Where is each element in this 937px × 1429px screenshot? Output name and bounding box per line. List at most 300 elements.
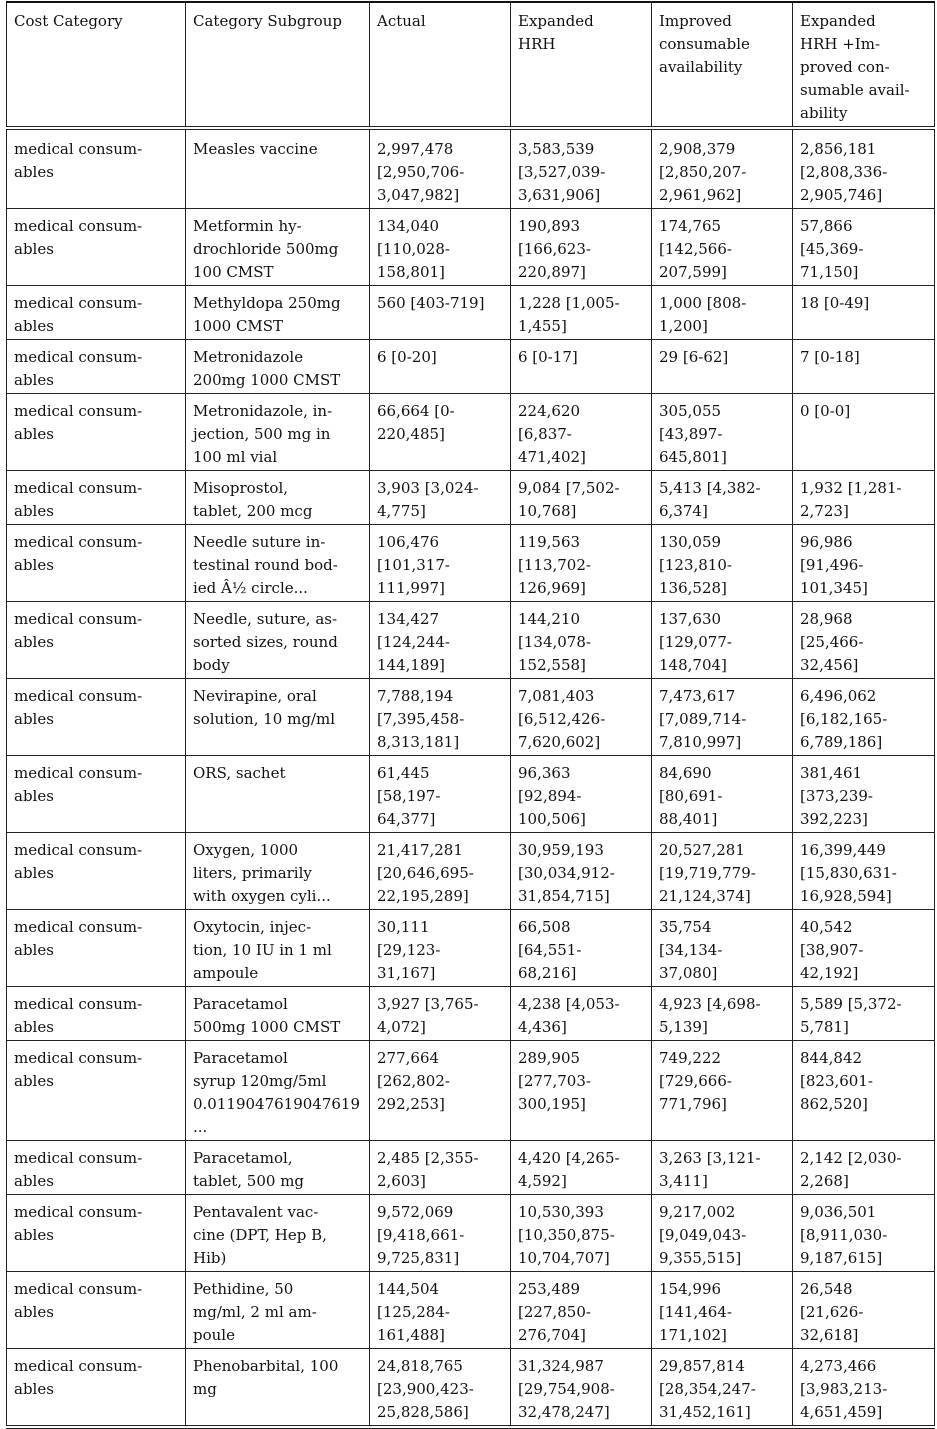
cell-line: [20,646,695-	[377, 864, 474, 882]
cell-actual	[370, 128, 511, 209]
cell-line: [10,350,875-	[518, 1226, 615, 1244]
cell-line: Phenobarbital, 100	[193, 1357, 339, 1375]
cell-line: 5,413 [4,382-	[659, 479, 761, 497]
cell-improved-consumable-availability	[652, 602, 793, 679]
cell-line: body	[193, 656, 230, 674]
table-row	[7, 987, 935, 1041]
cell-actual	[370, 471, 511, 525]
cell-line: Methyldopa 250mg	[193, 294, 341, 312]
cell-actual	[370, 1141, 511, 1195]
cell-line: 381,461	[800, 764, 863, 782]
cell-line: 32,456]	[800, 656, 859, 674]
cell-improved-consumable-availability	[652, 1041, 793, 1141]
cell-line: medical consum-	[14, 1357, 143, 1375]
cell-expanded-hrh-improved-consumable-availability	[793, 756, 935, 833]
table-row	[7, 1141, 935, 1195]
cell-line: 2,908,379	[659, 140, 736, 158]
table-row	[7, 1195, 935, 1272]
cell-line: Misoprostol,	[193, 479, 289, 497]
cell-line: HRH +Im-	[800, 35, 881, 53]
cell-line: Oxytocin, injec-	[193, 918, 312, 936]
cell-actual	[370, 1349, 511, 1428]
column-header-actual	[370, 2, 511, 128]
cell-actual	[370, 602, 511, 679]
cell-category-subgroup	[186, 987, 370, 1041]
cell-line: 25,828,586]	[377, 1403, 469, 1421]
cell-line: ables	[14, 1172, 54, 1190]
cell-line: ables	[14, 556, 54, 574]
cell-line: 148,704]	[659, 656, 727, 674]
cell-line: Oxygen, 1000	[193, 841, 299, 859]
cell-category-subgroup	[186, 209, 370, 286]
cell-improved-consumable-availability	[652, 833, 793, 910]
cell-line: medical consum-	[14, 402, 143, 420]
cell-line: tion, 10 IU in 1 ml	[193, 941, 332, 959]
cell-line: 2,856,181	[800, 140, 877, 158]
table-row	[7, 1041, 935, 1141]
cell-improved-consumable-availability	[652, 394, 793, 471]
cell-line: 5,781]	[800, 1018, 849, 1036]
cell-actual	[370, 394, 511, 471]
cell-line: 2,961,962]	[659, 186, 742, 204]
cell-expanded-hrh-improved-consumable-availability	[793, 1349, 935, 1428]
cell-line: 68,216]	[518, 964, 577, 982]
cell-line: 5,139]	[659, 1018, 708, 1036]
cell-line: 1,455]	[518, 317, 567, 335]
table-row	[7, 910, 935, 987]
cell-category-subgroup	[186, 286, 370, 340]
cell-expanded-hrh-improved-consumable-availability	[793, 209, 935, 286]
cell-line: [110,028-	[377, 240, 450, 258]
cell-line: 10,530,393	[518, 1203, 604, 1221]
cell-improved-consumable-availability	[652, 910, 793, 987]
cell-improved-consumable-availability	[652, 1272, 793, 1349]
cell-line: ables	[14, 502, 54, 520]
cell-line: [15,830,631-	[800, 864, 897, 882]
cell-line: jection, 500 mg in	[193, 425, 331, 443]
cell-line: ables	[14, 787, 54, 805]
cell-line: 66,508	[518, 918, 571, 936]
cell-line: 32,618]	[800, 1326, 859, 1344]
cell-line: mg/ml, 2 ml am-	[193, 1303, 317, 1321]
cell-line: [80,691-	[659, 787, 723, 805]
cell-expanded-hrh	[511, 1141, 652, 1195]
cell-line: 66,664 [0-	[377, 402, 455, 420]
cell-line: 10,768]	[518, 502, 577, 520]
cell-line: Hib)	[193, 1249, 227, 1267]
cell-cost-category	[7, 833, 186, 910]
cell-expanded-hrh	[511, 756, 652, 833]
cell-line: 64,377]	[377, 810, 436, 828]
cell-actual	[370, 1195, 511, 1272]
cell-line: [7,395,458-	[377, 710, 465, 728]
column-header-cost-category	[7, 2, 186, 128]
cell-line: 1000 CMST	[193, 317, 284, 335]
cell-line: 20,527,281	[659, 841, 745, 859]
cell-line: [262,802-	[377, 1072, 450, 1090]
cell-line: [45,369-	[800, 240, 864, 258]
cell-improved-consumable-availability	[652, 471, 793, 525]
cell-line: 2,997,478	[377, 140, 454, 158]
cell-line: 0 [0-0]	[800, 402, 851, 420]
cell-line: 4,420 [4,265-	[518, 1149, 620, 1167]
cell-cost-category	[7, 756, 186, 833]
table-row	[7, 756, 935, 833]
cell-cost-category	[7, 1141, 186, 1195]
cell-improved-consumable-availability	[652, 756, 793, 833]
cell-line: mg	[193, 1380, 217, 1398]
cell-line: 84,690	[659, 764, 712, 782]
cell-line: Cost Category	[14, 12, 123, 30]
cell-line: [91,496-	[800, 556, 864, 574]
cell-line: 3,903 [3,024-	[377, 479, 479, 497]
cell-line: ables	[14, 864, 54, 882]
cell-category-subgroup	[186, 394, 370, 471]
cell-line: [3,983,213-	[800, 1380, 888, 1398]
cell-line: solution, 10 mg/ml	[193, 710, 335, 728]
cell-line: 35,754	[659, 918, 712, 936]
cell-line: 292,253]	[377, 1095, 445, 1113]
column-header-expanded-hrh-improved-consumable-availability	[793, 2, 935, 128]
cell-line: 144,504	[377, 1280, 440, 1298]
cell-line: Improved	[659, 12, 732, 30]
cell-line: [7,089,714-	[659, 710, 747, 728]
table-row	[7, 340, 935, 394]
cell-actual	[370, 340, 511, 394]
cell-line: 1,000 [808-	[659, 294, 747, 312]
cell-line: Category Subgroup	[193, 12, 342, 30]
cell-line: 9,036,501	[800, 1203, 877, 1221]
cell-line: 57,866	[800, 217, 853, 235]
cell-line: 1,228 [1,005-	[518, 294, 620, 312]
cell-expanded-hrh	[511, 209, 652, 286]
cell-line: 5,589 [5,372-	[800, 995, 902, 1013]
cell-line: [3,527,039-	[518, 163, 606, 181]
cell-line: testinal round bod-	[193, 556, 338, 574]
cell-line: 30,959,193	[518, 841, 604, 859]
cell-line: 276,704]	[518, 1326, 586, 1344]
cell-improved-consumable-availability	[652, 340, 793, 394]
cell-actual	[370, 987, 511, 1041]
cell-line: 500mg 1000 CMST	[193, 1018, 341, 1036]
cell-line: 289,905	[518, 1049, 581, 1067]
cell-line: 154,996	[659, 1280, 722, 1298]
cell-line: 1,200]	[659, 317, 708, 335]
cell-cost-category	[7, 602, 186, 679]
cell-line: 144,210	[518, 610, 581, 628]
column-header-category-subgroup	[186, 2, 370, 128]
cell-cost-category	[7, 394, 186, 471]
cell-line: 3,583,539	[518, 140, 595, 158]
cell-line: ables	[14, 163, 54, 181]
cell-line: 4,238 [4,053-	[518, 995, 620, 1013]
cell-line: 100,506]	[518, 810, 586, 828]
cell-line: medical consum-	[14, 479, 143, 497]
cell-line: 134,040	[377, 217, 440, 235]
cell-line: with oxygen cyli...	[193, 887, 331, 905]
cell-cost-category	[7, 1272, 186, 1349]
cell-line: 3,047,982]	[377, 186, 460, 204]
cell-line: ables	[14, 710, 54, 728]
cell-line: 862,520]	[800, 1095, 868, 1113]
cell-line: 2,905,746]	[800, 186, 883, 204]
cell-line: cine (DPT, Hep B,	[193, 1226, 327, 1244]
cell-line: 96,363	[518, 764, 571, 782]
cell-line: 88,401]	[659, 810, 718, 828]
cell-line: 26,548	[800, 1280, 853, 1298]
cell-line: medical consum-	[14, 995, 143, 1013]
table-row	[7, 1272, 935, 1349]
cell-line: 3,263 [3,121-	[659, 1149, 761, 1167]
cell-line: consumable	[659, 35, 750, 53]
cell-expanded-hrh	[511, 833, 652, 910]
cell-line: 24,818,765	[377, 1357, 463, 1375]
cell-category-subgroup	[186, 1141, 370, 1195]
cell-line: [92,894-	[518, 787, 582, 805]
cell-line: 16,399,449	[800, 841, 886, 859]
cell-line: [227,850-	[518, 1303, 591, 1321]
cell-line: Needle suture in-	[193, 533, 326, 551]
cell-line: 2,723]	[800, 502, 849, 520]
cell-line: tablet, 200 mcg	[193, 502, 313, 520]
cell-line: [2,850,207-	[659, 163, 747, 181]
cell-line: availability	[659, 58, 743, 76]
cell-line: Actual	[377, 12, 426, 30]
cell-line: 1,932 [1,281-	[800, 479, 902, 497]
cell-line: 220,485]	[377, 425, 445, 443]
cell-line: medical consum-	[14, 918, 143, 936]
cell-line: [8,911,030-	[800, 1226, 888, 1244]
cell-line: 207,599]	[659, 263, 727, 281]
cell-line: 0.0119047619047619	[193, 1095, 361, 1113]
cell-line: 9,187,615]	[800, 1249, 883, 1267]
cell-line: medical consum-	[14, 294, 143, 312]
cell-expanded-hrh	[511, 525, 652, 602]
cell-expanded-hrh-improved-consumable-availability	[793, 910, 935, 987]
cell-line: Measles vaccine	[193, 140, 318, 158]
cell-actual	[370, 286, 511, 340]
cell-category-subgroup	[186, 679, 370, 756]
cell-expanded-hrh-improved-consumable-availability	[793, 1141, 935, 1195]
cell-expanded-hrh-improved-consumable-availability	[793, 128, 935, 209]
table-header	[7, 2, 935, 128]
cell-line: 28,968	[800, 610, 853, 628]
cell-line: 10,704,707]	[518, 1249, 610, 1267]
table-body	[7, 128, 935, 1427]
cell-line: [101,317-	[377, 556, 450, 574]
cell-line: 61,445	[377, 764, 430, 782]
cell-expanded-hrh-improved-consumable-availability	[793, 471, 935, 525]
cell-line: 101,345]	[800, 579, 868, 597]
cell-actual	[370, 756, 511, 833]
cell-line: 9,217,002	[659, 1203, 736, 1221]
cell-line: medical consum-	[14, 217, 143, 235]
cell-expanded-hrh-improved-consumable-availability	[793, 394, 935, 471]
table-row	[7, 209, 935, 286]
cell-actual	[370, 525, 511, 602]
cell-line: 152,558]	[518, 656, 586, 674]
cell-expanded-hrh	[511, 602, 652, 679]
cell-line: [29,754,908-	[518, 1380, 615, 1398]
cell-line: 300,195]	[518, 1095, 586, 1113]
cell-line: 111,997]	[377, 579, 445, 597]
cell-line: 30,111	[377, 918, 430, 936]
cell-line: Metronidazole, in-	[193, 402, 333, 420]
cell-line: 4,436]	[518, 1018, 567, 1036]
cell-line: 71,150]	[800, 263, 859, 281]
cell-line: ables	[14, 1018, 54, 1036]
cell-category-subgroup	[186, 1041, 370, 1141]
cell-line: sorted sizes, round	[193, 633, 338, 651]
cell-line: 31,854,715]	[518, 887, 610, 905]
cell-category-subgroup	[186, 1349, 370, 1428]
cell-line: Needle, suture, as-	[193, 610, 338, 628]
cell-improved-consumable-availability	[652, 209, 793, 286]
cell-line: 645,801]	[659, 448, 727, 466]
cell-line: 2,485 [2,355-	[377, 1149, 479, 1167]
cost-table	[6, 1, 935, 1429]
cell-expanded-hrh-improved-consumable-availability	[793, 1195, 935, 1272]
cell-line: 171,102]	[659, 1326, 727, 1344]
cell-line: 158,801]	[377, 263, 445, 281]
cell-line: 4,072]	[377, 1018, 426, 1036]
cell-category-subgroup	[186, 1272, 370, 1349]
cell-line: 7,788,194	[377, 687, 454, 705]
cell-line: 106,476	[377, 533, 440, 551]
cell-line: [166,623-	[518, 240, 591, 258]
cell-line: [28,354,247-	[659, 1380, 756, 1398]
cell-line: 31,167]	[377, 964, 436, 982]
cell-line: 29,857,814	[659, 1357, 745, 1375]
cell-line: 305,055	[659, 402, 722, 420]
cell-improved-consumable-availability	[652, 286, 793, 340]
cell-line: 161,488]	[377, 1326, 445, 1344]
cell-line: [2,950,706-	[377, 163, 465, 181]
cell-line: 144,189]	[377, 656, 445, 674]
cell-line: 224,620	[518, 402, 581, 420]
cell-line: 844,842	[800, 1049, 863, 1067]
cell-expanded-hrh-improved-consumable-availability	[793, 679, 935, 756]
cell-line: ables	[14, 425, 54, 443]
table-row	[7, 525, 935, 602]
cell-line: 3,411]	[659, 1172, 708, 1190]
cell-cost-category	[7, 1349, 186, 1428]
cell-line: 7,081,403	[518, 687, 595, 705]
table-row	[7, 286, 935, 340]
cell-expanded-hrh-improved-consumable-availability	[793, 1041, 935, 1141]
cell-line: [6,512,426-	[518, 710, 606, 728]
cell-line: medical consum-	[14, 348, 143, 366]
cell-line: 21,124,374]	[659, 887, 751, 905]
cell-expanded-hrh-improved-consumable-availability	[793, 525, 935, 602]
cell-category-subgroup	[186, 833, 370, 910]
cell-line: medical consum-	[14, 1203, 143, 1221]
cell-line: ables	[14, 240, 54, 258]
table-row	[7, 128, 935, 209]
cell-cost-category	[7, 471, 186, 525]
cell-expanded-hrh-improved-consumable-availability	[793, 1272, 935, 1349]
cell-line: 277,664	[377, 1049, 440, 1067]
cell-actual	[370, 910, 511, 987]
cell-line: ied Â½ circle...	[193, 579, 308, 597]
cell-line: 220,897]	[518, 263, 586, 281]
cell-actual	[370, 833, 511, 910]
cell-expanded-hrh	[511, 286, 652, 340]
cell-line: 2,268]	[800, 1172, 849, 1190]
cell-line: 9,725,831]	[377, 1249, 460, 1267]
cell-line: proved con-	[800, 58, 890, 76]
cell-line: Nevirapine, oral	[193, 687, 317, 705]
cell-line: 100 CMST	[193, 263, 274, 281]
cell-line: 7,620,602]	[518, 733, 601, 751]
cell-expanded-hrh	[511, 1195, 652, 1272]
cell-line: Paracetamol	[193, 1049, 288, 1067]
table-row	[7, 833, 935, 910]
cell-line: 100 ml vial	[193, 448, 278, 466]
cell-line: 3,927 [3,765-	[377, 995, 479, 1013]
cell-line: 2,142 [2,030-	[800, 1149, 902, 1167]
cell-line: medical consum-	[14, 841, 143, 859]
cell-line: medical consum-	[14, 764, 143, 782]
cell-line: 7,810,997]	[659, 733, 742, 751]
column-header-expanded-hrh	[511, 2, 652, 128]
cell-line: 37,080]	[659, 964, 718, 982]
cell-expanded-hrh	[511, 1272, 652, 1349]
cell-category-subgroup	[186, 910, 370, 987]
cell-line: 190,893	[518, 217, 581, 235]
cell-line: [134,078-	[518, 633, 591, 651]
cell-expanded-hrh	[511, 1349, 652, 1428]
cell-improved-consumable-availability	[652, 128, 793, 209]
cell-line: 6,789,186]	[800, 733, 883, 751]
cell-line: [113,702-	[518, 556, 591, 574]
cell-line: [142,566-	[659, 240, 732, 258]
cell-category-subgroup	[186, 1195, 370, 1272]
cell-line: 6 [0-17]	[518, 348, 578, 366]
cell-line: ORS, sachet	[193, 764, 286, 782]
cell-improved-consumable-availability	[652, 1141, 793, 1195]
cell-line: 4,592]	[518, 1172, 567, 1190]
cell-line: medical consum-	[14, 533, 143, 551]
cell-expanded-hrh-improved-consumable-availability	[793, 602, 935, 679]
header-row	[7, 2, 935, 128]
cell-line: 7,473,617	[659, 687, 736, 705]
cell-cost-category	[7, 340, 186, 394]
cell-line: 6,374]	[659, 502, 708, 520]
cell-line: 4,651,459]	[800, 1403, 883, 1421]
cell-line: 119,563	[518, 533, 581, 551]
cell-line: 200mg 1000 CMST	[193, 371, 341, 389]
cell-line: 2,603]	[377, 1172, 426, 1190]
cell-line: ability	[800, 104, 848, 122]
cell-line: 9,572,069	[377, 1203, 454, 1221]
cell-line: 4,273,466	[800, 1357, 877, 1375]
cell-line: 136,528]	[659, 579, 727, 597]
cell-line: 96,986	[800, 533, 853, 551]
cell-line: 3,631,906]	[518, 186, 601, 204]
cell-line: 392,223]	[800, 810, 868, 828]
cell-line: medical consum-	[14, 610, 143, 628]
cell-line: 560 [403-719]	[377, 294, 485, 312]
cell-expanded-hrh-improved-consumable-availability	[793, 340, 935, 394]
cell-line: [373,239-	[800, 787, 873, 805]
cell-actual	[370, 209, 511, 286]
cell-expanded-hrh	[511, 471, 652, 525]
cell-cost-category	[7, 209, 186, 286]
cell-actual	[370, 679, 511, 756]
cell-improved-consumable-availability	[652, 679, 793, 756]
cell-line: [34,134-	[659, 941, 723, 959]
